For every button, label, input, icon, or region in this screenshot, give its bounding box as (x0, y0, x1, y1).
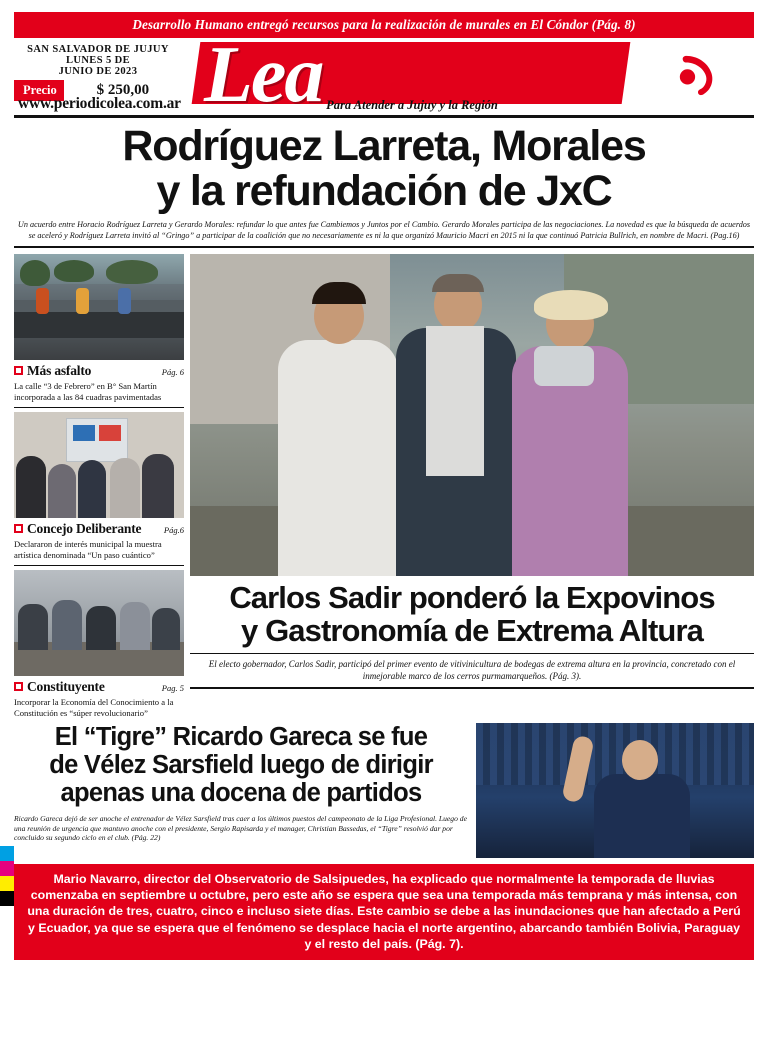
second-headline-line1: Carlos Sadir ponderó la Expovinos (229, 580, 715, 615)
mid-section (14, 254, 754, 716)
third-story (14, 723, 754, 858)
bullet-square-icon (14, 682, 23, 691)
brief-item[interactable] (14, 412, 184, 566)
footer-highlight-box (14, 864, 754, 960)
registration-color-bars (0, 846, 14, 906)
road-paving-photo (14, 254, 184, 360)
top-banner-text: Desarrollo Humano entregó recursos para la realización de murales en El Cóndor (Pág. 8) (132, 17, 636, 32)
brief-headline: Concejo Deliberante (27, 521, 142, 536)
footer-text: Mario Navarro, director del Observatorio de Salsipuedes, ha explicado que normalmente la temporada de lluvias comenzaba en septiembre u octubre, pero este año se espera que sea una temporada más temprana y más intensa, con una duración de tres, cuatro, cinco e incluso siete días. Este cambio se debe a las inundaciones que han afectado a Perú y Ecuador, ya que se espera que el fenómeno se desplace hacia el norte argentino, abarcando también Bolivia, Paraguay y el resto del país. (Pág. 7). (27, 872, 741, 951)
brief-page-ref: Pág.6 (163, 525, 184, 535)
bullet-square-icon (14, 524, 23, 533)
brief-title-row (14, 679, 184, 695)
third-headline-line1: El “Tigre” Ricardo Gareca se fue (54, 723, 428, 751)
brief-headline: Más asfalto (27, 363, 92, 378)
council-meeting-photo (14, 412, 184, 518)
brief-title-row (14, 363, 184, 379)
brief-item[interactable] (14, 254, 184, 408)
price-value: $ 250,00 (96, 82, 150, 98)
masthead-info (14, 40, 182, 101)
brief-page-ref: Pág. 6 (161, 367, 184, 377)
publication-date-line2: JUNIO DE 2023 (58, 66, 138, 77)
brief-text: La calle “3 de Febrero” en B° San Martín incorporada a las 84 cuadras pavimentadas (14, 381, 184, 408)
second-story-headline (190, 581, 754, 647)
third-story-text (14, 723, 468, 858)
publication-date-line1: LUNES 5 DE (65, 55, 131, 66)
second-story-summary: El electo gobernador, Carlos Sadir, participó del primer evento de vitivinicultura de bodegas de extrema altura en la provincia, concretado con el inmejorable marco de los cerros purmamarqueños. (Pág. 3). (190, 653, 754, 689)
price-label: Precio (14, 80, 64, 101)
second-story (190, 254, 754, 716)
third-story-summary: Ricardo Gareca dejó de ser anoche el entrenador de Vélez Sarsfield tras caer a los últimos puestos del campeonato de la Liga Profesional. Luego de una reunión de urgencia que mantuvo anoche con el presidente, Sergio Rapisarda y el manager, Christian Bassedas, el “Tigre” resolvió dar por concluido su segundo ciclo en el club. (Pág. 22) (14, 814, 467, 843)
briefs-column (14, 254, 184, 716)
brief-headline: Constituyente (27, 679, 105, 694)
brief-title-row (14, 521, 184, 537)
masthead-bottom (14, 95, 754, 113)
second-headline-line2: y Gastronomía de Extrema Altura (241, 613, 703, 648)
masthead (14, 40, 754, 118)
publication-city: SAN SALVADOR DE JUJUY (27, 44, 169, 55)
gareca-waving-photo (476, 723, 754, 858)
lead-headline-line2: y la refundación de JxC (156, 167, 612, 215)
third-story-headline (14, 723, 468, 807)
third-headline-line3: apenas una docena de partidos (60, 779, 422, 807)
top-banner (14, 12, 754, 38)
phone-icon (678, 52, 718, 96)
lead-headline (14, 124, 754, 214)
three-men-event-photo (190, 254, 754, 576)
brief-text: Declararon de interés municipal la muestra artística denominada “Un paso cuántico” (14, 539, 184, 566)
logo-wordmark: Lea (204, 40, 323, 118)
third-headline-line2: de Vélez Sarsfield luego de dirigir (49, 751, 433, 779)
assembly-table-photo (14, 570, 184, 676)
brief-page-ref: Pag. 5 (161, 683, 184, 693)
brief-text: Incorporar la Economía del Conocimiento a la Constitución es “súper revolucionario” (14, 697, 174, 718)
lead-headline-line1: Rodríguez Larreta, Morales (122, 122, 646, 170)
brief-item[interactable] (14, 570, 184, 723)
bullet-square-icon (14, 366, 23, 375)
lead-summary: Un acuerdo entre Horacio Rodríguez Larreta y Gerardo Morales: refundar lo que antes fue Cambiemos y Juntos por el Cambio. Gerardo Morales participa de las negociaciones. La novedad es que la búsqueda de acuerdos se aceleró y Rodríguez Larreta invitó al “Gringo” a participar de la coalición que no necesariamente es ni la que organizó Mauricio Macri en 2015 ni la que continuó Patricia Bullrich, en nombre de Macri. (Pag.16) (14, 220, 754, 248)
masthead-slogan: Para Atender a Jujuy y la Región (326, 98, 498, 112)
website-url[interactable]: www.periodicolea.com.ar (18, 95, 181, 112)
